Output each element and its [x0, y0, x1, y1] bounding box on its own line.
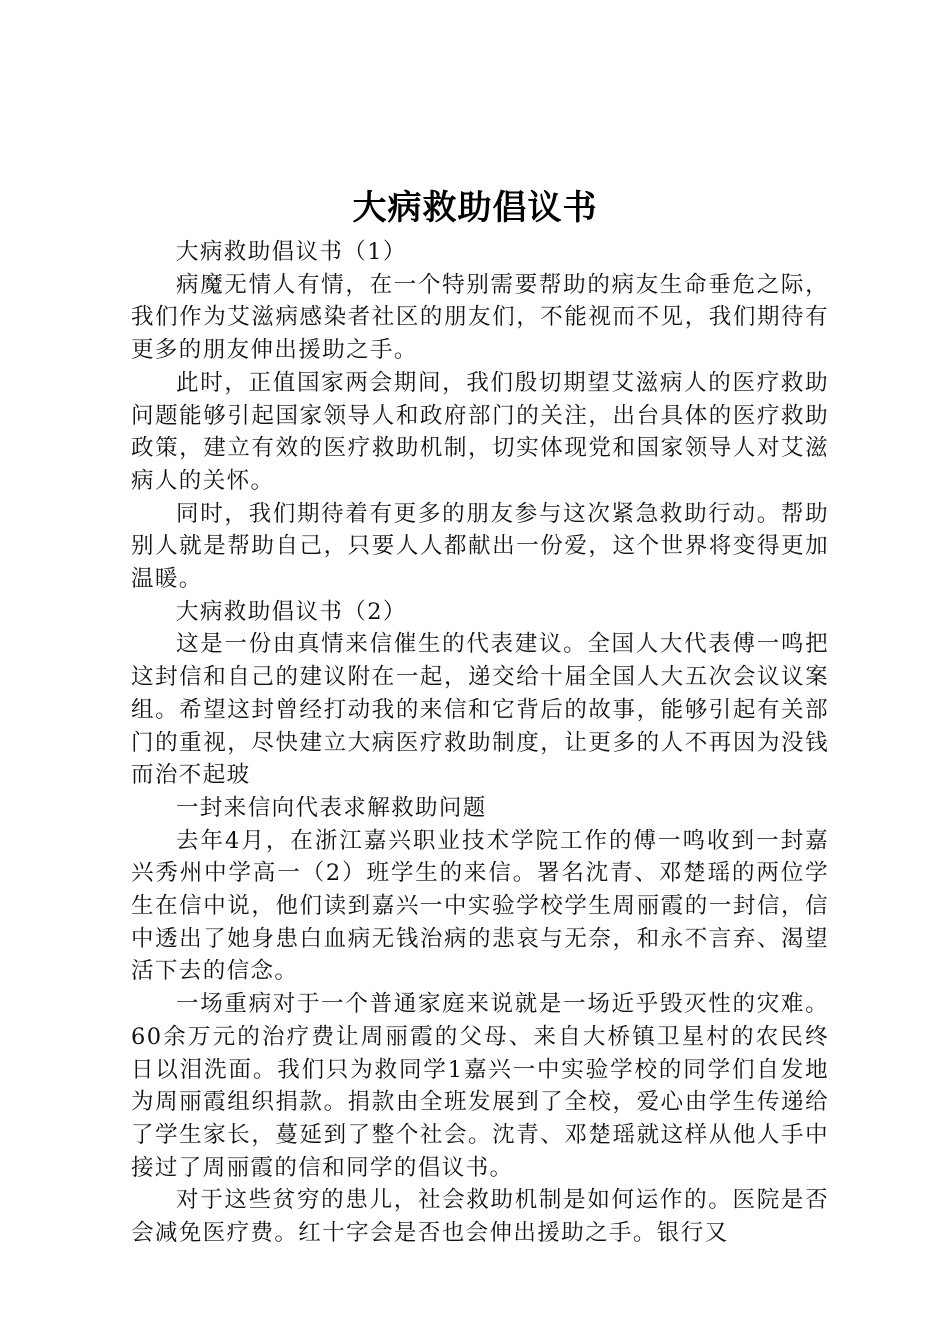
subheading: 一封来信向代表求解救助问题 [176, 794, 487, 821]
paragraph: 病魔无情人有情，在一个特别需要帮助的病友生命垂危之际，我们作为艾滋病感染者社区的朋友们，不能视而不见，我们期待有更多的朋友伸出援助之手。 [131, 271, 829, 364]
paragraph: 同时，我们期待着有更多的朋友参与这次紧急救助行动。帮助别人就是帮助自己，只要人人都献出一份爱，这个世界将变得更加温暖。 [131, 500, 829, 593]
document-body [131, 236, 829, 1250]
paragraph: 这是一份由真情来信催生的代表建议。全国人大代表傅一鸣把这封信和自己的建议附在一起，递交给十届全国人大五次会议议案组。希望这封曾经打动我的来信和它背后的故事，能够引起有关部门的重视，尽快建立大病医疗救助制度，让更多的人不再因为没钱而治不起玻 [131, 631, 829, 789]
paragraph: 对于这些贫穷的患儿，社会救助机制是如何运作的。医院是否会减免医疗费。红十字会是否也会伸出援助之手。银行又 [131, 1187, 829, 1247]
document-title: 大病救助倡议书 [352, 188, 598, 228]
paragraph: 此时，正值国家两会期间，我们殷切期望艾滋病人的医疗救助问题能够引起国家领导人和政府部门的关注，出台具体的医疗救助政策，建立有效的医疗救助机制，切实体现党和国家领导人对艾滋病人的关怀。 [131, 369, 829, 494]
section-heading-2: 大病救助倡议书（2） [176, 598, 407, 625]
paragraph: 一场重病对于一个普通家庭来说就是一场近乎毁灭性的灾难。60余万元的治疗费让周丽霞的父母、来自大桥镇卫星村的农民终日以泪洗面。我们只为救同学1嘉兴一中实验学校的同学们自发地为周丽霞组织捐款。捐款由全班发展到了全校，爱心由学生传递给了学生家长，蔓延到了整个社会。沈青、邓楚瑶就这样从他人手中接过了周丽霞的信和同学的倡议书。 [131, 991, 829, 1181]
paragraph: 去年4月，在浙江嘉兴职业技术学院工作的傅一鸣收到一封嘉兴秀州中学高一（2）班学生的来信。署名沈青、邓楚瑶的两位学生在信中说，他们读到嘉兴一中实验学校学生周丽霞的一封信，信中透出了她身患白血病无钱治病的悲哀与无奈，和永不言弃、渴望活下去的信念。 [131, 827, 829, 985]
section-heading-1: 大病救助倡议书（1） [176, 239, 407, 265]
